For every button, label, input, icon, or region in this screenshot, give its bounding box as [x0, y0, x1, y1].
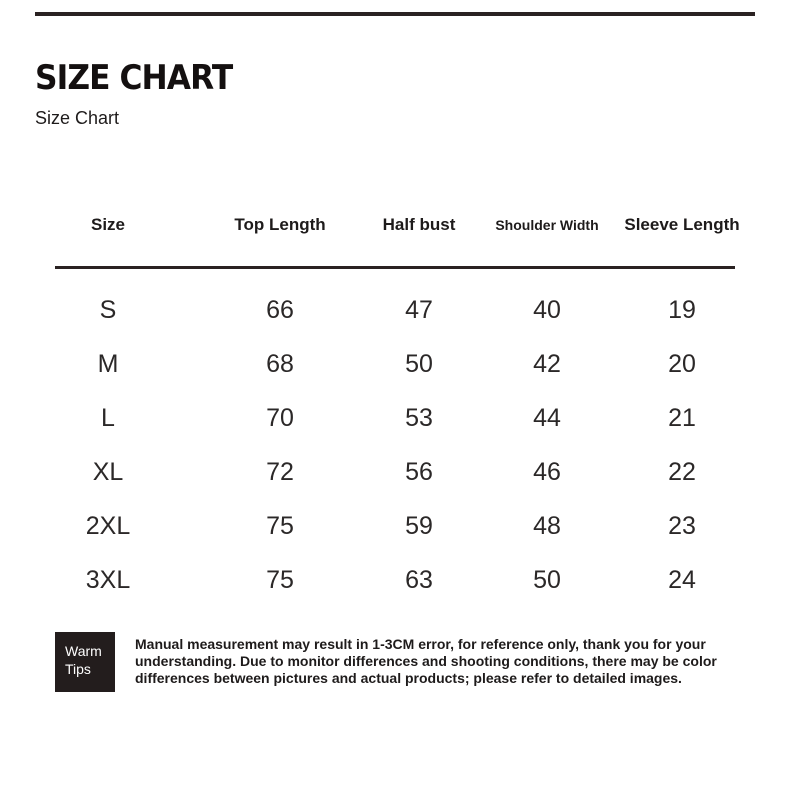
header-divider — [55, 266, 735, 269]
shoulder-width-cell: 48 — [533, 512, 561, 540]
header-shoulder-width: Shoulder Width — [495, 217, 599, 233]
table-body — [55, 283, 735, 607]
shoulder-width-cell: 50 — [533, 566, 561, 594]
size-cell: M — [97, 350, 119, 378]
warm-tips-text: Manual measurement may result in 1-3CM error, for reference only, thank you for your understanding. Due to monitor differences and shooting conditions, there may be color differences between pictures and actual products; please refer to detailed images. — [135, 636, 717, 686]
shoulder-width-cell: 44 — [533, 404, 561, 432]
page-subtitle: Size Chart — [35, 108, 120, 128]
sleeve-length-cell: 19 — [668, 296, 696, 324]
top-length-cell: 68 — [266, 350, 294, 378]
table-row — [55, 283, 735, 337]
header-size: Size — [90, 215, 126, 234]
half-bust-cell: 50 — [405, 350, 433, 378]
half-bust-cell: 53 — [405, 404, 433, 432]
half-bust-cell: 56 — [405, 458, 433, 486]
half-bust-cell: 59 — [405, 512, 433, 540]
header-half-bust: Half bust — [382, 215, 456, 234]
shoulder-width-cell: 46 — [533, 458, 561, 486]
warm-tips-badge — [55, 632, 115, 692]
half-bust-cell: 47 — [405, 296, 433, 324]
sleeve-length-cell: 21 — [668, 404, 696, 432]
top-length-cell: 66 — [266, 296, 294, 324]
warm-tips-label-line2: Tips — [65, 661, 91, 677]
warm-tips-label-line1: Warm — [65, 643, 102, 659]
sleeve-length-cell: 20 — [668, 350, 696, 378]
header-sleeve-length: Sleeve Length — [624, 215, 740, 234]
half-bust-cell: 63 — [405, 566, 433, 594]
header-top-length: Top Length — [234, 215, 326, 234]
shoulder-width-cell: 40 — [533, 296, 561, 324]
top-length-cell: 75 — [266, 512, 294, 540]
top-length-cell: 72 — [266, 458, 294, 486]
size-table — [55, 205, 740, 607]
top-length-cell: 75 — [266, 566, 294, 594]
shoulder-width-cell: 42 — [533, 350, 561, 378]
page-title: SIZE CHART — [35, 58, 233, 98]
size-cell: S — [99, 296, 117, 324]
size-cell: XL — [92, 458, 124, 486]
size-cell: 3XL — [85, 566, 131, 594]
table-row — [55, 391, 735, 445]
size-cell: L — [101, 404, 115, 432]
sleeve-length-cell: 24 — [668, 566, 696, 594]
sleeve-length-cell: 22 — [668, 458, 696, 486]
table-row — [55, 499, 735, 553]
table-row — [55, 553, 735, 607]
sleeve-length-cell: 23 — [668, 512, 696, 540]
table-header-row — [55, 205, 740, 249]
size-cell: 2XL — [85, 512, 131, 540]
table-row — [55, 445, 735, 499]
top-length-cell: 70 — [266, 404, 294, 432]
top-divider — [35, 12, 755, 16]
table-row — [55, 337, 735, 391]
